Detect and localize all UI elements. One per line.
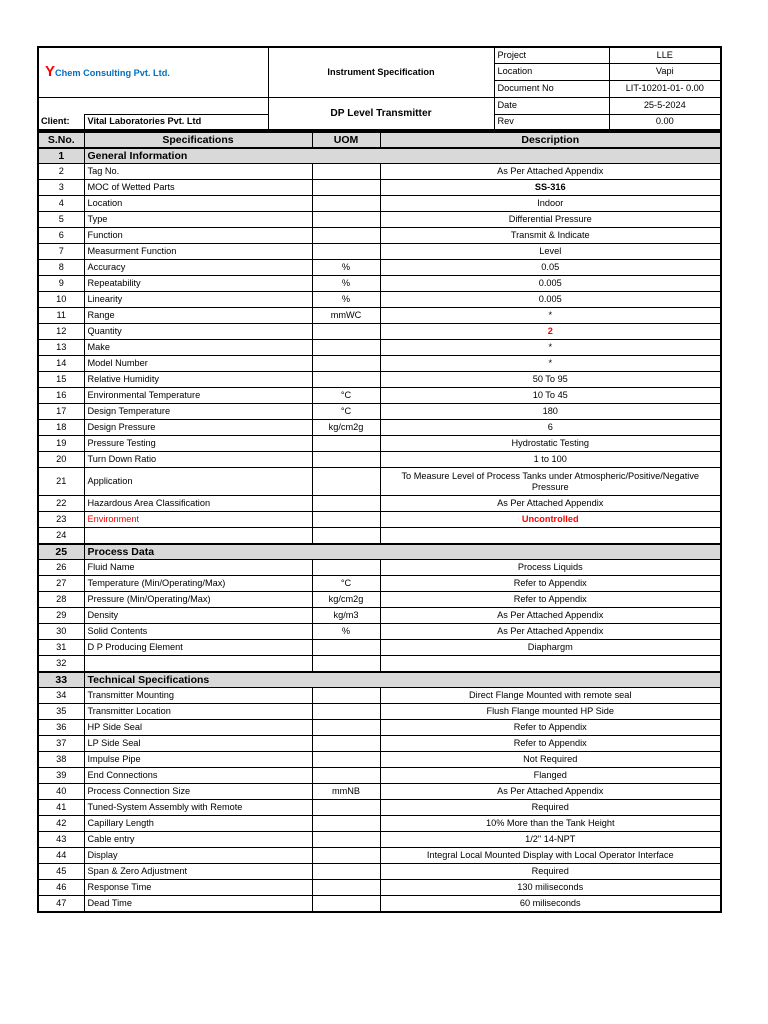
- row-description: 0.005: [380, 276, 721, 292]
- client-spacer: [38, 97, 268, 114]
- row-specification: HP Side Seal: [84, 720, 312, 736]
- row-number: 16: [38, 388, 84, 404]
- row-specification: Span & Zero Adjustment: [84, 864, 312, 880]
- row-specification: Transmitter Mounting: [84, 688, 312, 704]
- table-row: [38, 640, 721, 656]
- table-row: [38, 512, 721, 528]
- row-specification: Transmitter Location: [84, 704, 312, 720]
- table-row: [38, 768, 721, 784]
- row-specification: Impulse Pipe: [84, 752, 312, 768]
- row-number: 21: [38, 468, 84, 496]
- row-description: 2: [380, 324, 721, 340]
- row-uom: [312, 468, 380, 496]
- row-specification: Accuracy: [84, 260, 312, 276]
- row-specification: Hazardous Area Classification: [84, 496, 312, 512]
- row-description: *: [380, 356, 721, 372]
- table-row: [38, 212, 721, 228]
- document-title: Instrument Specification: [268, 47, 494, 97]
- table-row: [38, 372, 721, 388]
- section-row: [38, 672, 721, 688]
- row-number: 37: [38, 736, 84, 752]
- row-description: Refer to Appendix: [380, 720, 721, 736]
- row-number: 6: [38, 228, 84, 244]
- row-number: 17: [38, 404, 84, 420]
- client-label: Client:: [38, 114, 84, 130]
- row-description: As Per Attached Appendix: [380, 496, 721, 512]
- row-specification: [84, 528, 312, 545]
- row-description: Uncontrolled: [380, 512, 721, 528]
- row-uom: [312, 228, 380, 244]
- row-specification: Repeatability: [84, 276, 312, 292]
- row-uom: [312, 720, 380, 736]
- row-specification: Environment: [84, 512, 312, 528]
- row-uom-text: °C: [340, 578, 352, 588]
- table-row: [38, 180, 721, 196]
- row-uom: [312, 244, 380, 260]
- row-number: 32: [38, 656, 84, 673]
- row-uom: %: [312, 260, 380, 276]
- section-number: 33: [38, 672, 84, 688]
- row-uom: [312, 752, 380, 768]
- table-row: [38, 164, 721, 180]
- row-uom: [312, 560, 380, 576]
- row-number: 35: [38, 704, 84, 720]
- meta-value-document-no: LIT-10201-01- 0.00: [609, 80, 721, 97]
- table-row: [38, 720, 721, 736]
- row-uom: [312, 372, 380, 388]
- table-row: [38, 420, 721, 436]
- table-row: [38, 528, 721, 545]
- row-number: 7: [38, 244, 84, 260]
- row-number: 14: [38, 356, 84, 372]
- row-uom: [312, 896, 380, 913]
- row-specification: Function: [84, 228, 312, 244]
- row-uom: [312, 496, 380, 512]
- row-specification: [84, 656, 312, 673]
- row-specification: Solid Contents: [84, 624, 312, 640]
- table-row: [38, 292, 721, 308]
- table-row: [38, 592, 721, 608]
- row-specification: Design Pressure: [84, 420, 312, 436]
- table-row: [38, 560, 721, 576]
- row-number: 43: [38, 832, 84, 848]
- row-specification: LP Side Seal: [84, 736, 312, 752]
- row-specification: Display: [84, 848, 312, 864]
- row-uom: mmWC: [312, 308, 380, 324]
- row-description: *: [380, 308, 721, 324]
- row-specification: Linearity: [84, 292, 312, 308]
- row-number: 19: [38, 436, 84, 452]
- row-number: 46: [38, 880, 84, 896]
- row-uom: [312, 340, 380, 356]
- row-uom: mmNB: [312, 784, 380, 800]
- row-description: Transmit & Indicate: [380, 228, 721, 244]
- section-title: General Information: [84, 148, 721, 164]
- row-number: 2: [38, 164, 84, 180]
- row-specification: Environmental Temperature: [84, 388, 312, 404]
- row-specification: Measurment Function: [84, 244, 312, 260]
- row-uom: kg/cm2g: [312, 420, 380, 436]
- row-number: 44: [38, 848, 84, 864]
- row-description: Process Liquids: [380, 560, 721, 576]
- row-description: Required: [380, 800, 721, 816]
- table-row: [38, 688, 721, 704]
- row-number: 28: [38, 592, 84, 608]
- table-row: [38, 436, 721, 452]
- row-number: 40: [38, 784, 84, 800]
- row-specification: Range: [84, 308, 312, 324]
- row-number: 34: [38, 688, 84, 704]
- meta-label-date: Date: [494, 97, 609, 114]
- column-header-sno: S.No.: [38, 132, 84, 148]
- row-uom: kg/m3: [312, 608, 380, 624]
- document-subtitle: DP Level Transmitter: [268, 97, 494, 130]
- meta-label-project: Project: [494, 47, 609, 63]
- row-specification: Model Number: [84, 356, 312, 372]
- row-uom: [312, 164, 380, 180]
- row-uom: [312, 768, 380, 784]
- row-number: 42: [38, 816, 84, 832]
- row-uom: %: [312, 292, 380, 308]
- row-uom: [312, 528, 380, 545]
- row-description: 1 to 100: [380, 452, 721, 468]
- row-description: Hydrostatic Testing: [380, 436, 721, 452]
- row-description: [380, 528, 721, 545]
- row-number: 10: [38, 292, 84, 308]
- row-uom: [312, 212, 380, 228]
- company-initial: Y: [45, 62, 56, 80]
- meta-value-project: LLE: [609, 47, 721, 63]
- table-row: [38, 752, 721, 768]
- section-number: 1: [38, 148, 84, 164]
- row-number: 9: [38, 276, 84, 292]
- row-uom: [312, 452, 380, 468]
- row-uom: %: [312, 624, 380, 640]
- row-number: 13: [38, 340, 84, 356]
- row-uom: [312, 356, 380, 372]
- row-description: To Measure Level of Process Tanks under Atmospheric/Positive/Negative Pressure: [380, 468, 721, 496]
- row-uom: [312, 324, 380, 340]
- row-number: 15: [38, 372, 84, 388]
- row-specification: Pressure Testing: [84, 436, 312, 452]
- row-description: 6: [380, 420, 721, 436]
- row-number: 8: [38, 260, 84, 276]
- meta-value-date: 25-5-2024: [609, 97, 721, 114]
- row-description: 180: [380, 404, 721, 420]
- table-row: [38, 800, 721, 816]
- table-row: [38, 404, 721, 420]
- row-description: Level: [380, 244, 721, 260]
- meta-value-rev: 0.00: [609, 114, 721, 130]
- row-uom: [312, 180, 380, 196]
- row-description: Refer to Appendix: [380, 576, 721, 592]
- row-description: 1/2" 14-NPT: [380, 832, 721, 848]
- row-uom-text: °C: [340, 406, 352, 416]
- row-description: [380, 656, 721, 673]
- meta-value-location: Vapi: [609, 63, 721, 80]
- row-specification: Make: [84, 340, 312, 356]
- row-specification: Response Time: [84, 880, 312, 896]
- table-row: [38, 388, 721, 404]
- table-row: [38, 340, 721, 356]
- header-table: [37, 46, 722, 131]
- row-number: 27: [38, 576, 84, 592]
- spec-sheet: [37, 46, 720, 913]
- row-description: As Per Attached Appendix: [380, 608, 721, 624]
- row-specification: Temperature (Min/Operating/Max): [84, 576, 312, 592]
- section-title: Technical Specifications: [84, 672, 721, 688]
- row-number: 23: [38, 512, 84, 528]
- row-uom: [312, 880, 380, 896]
- row-description: 60 miliseconds: [380, 896, 721, 913]
- row-number: 5: [38, 212, 84, 228]
- company-name-rest: Chem Consulting Pvt. Ltd.: [55, 67, 170, 78]
- table-row: [38, 832, 721, 848]
- row-specification: Tuned-System Assembly with Remote: [84, 800, 312, 816]
- row-specification: Type: [84, 212, 312, 228]
- row-description: 130 miliseconds: [380, 880, 721, 896]
- row-number: 45: [38, 864, 84, 880]
- row-description: As Per Attached Appendix: [380, 624, 721, 640]
- row-uom: [312, 688, 380, 704]
- row-specification: Density: [84, 608, 312, 624]
- row-description: Refer to Appendix: [380, 736, 721, 752]
- table-row: [38, 496, 721, 512]
- row-number: 4: [38, 196, 84, 212]
- row-description: As Per Attached Appendix: [380, 164, 721, 180]
- row-description: Refer to Appendix: [380, 592, 721, 608]
- row-number: 36: [38, 720, 84, 736]
- row-uom: %: [312, 276, 380, 292]
- table-row: [38, 576, 721, 592]
- row-number: 3: [38, 180, 84, 196]
- table-row: [38, 196, 721, 212]
- section-title: Process Data: [84, 544, 721, 560]
- row-number: 12: [38, 324, 84, 340]
- row-description: Not Required: [380, 752, 721, 768]
- row-specification: Turn Down Ratio: [84, 452, 312, 468]
- row-uom: [312, 436, 380, 452]
- table-row: [38, 276, 721, 292]
- row-description: Integral Local Mounted Display with Local Operator Interface: [380, 848, 721, 864]
- table-row: [38, 452, 721, 468]
- row-number: 11: [38, 308, 84, 324]
- table-row: [38, 736, 721, 752]
- row-description: As Per Attached Appendix: [380, 784, 721, 800]
- section-row: [38, 544, 721, 560]
- row-specification: D P Producing Element: [84, 640, 312, 656]
- meta-label-document-no: Document No: [494, 80, 609, 97]
- table-row: [38, 880, 721, 896]
- row-specification: Design Temperature: [84, 404, 312, 420]
- row-uom: kg/cm2g: [312, 592, 380, 608]
- row-description: Flush Flange mounted HP Side: [380, 704, 721, 720]
- row-number: 47: [38, 896, 84, 913]
- meta-label-location: Location: [494, 63, 609, 80]
- row-uom: [312, 512, 380, 528]
- row-specification: Tag No.: [84, 164, 312, 180]
- row-number: 26: [38, 560, 84, 576]
- row-description: 0.005: [380, 292, 721, 308]
- row-specification: Location: [84, 196, 312, 212]
- table-row: [38, 848, 721, 864]
- row-specification: MOC of Wetted Parts: [84, 180, 312, 196]
- table-row: [38, 228, 721, 244]
- row-number: 29: [38, 608, 84, 624]
- row-uom: [312, 816, 380, 832]
- column-header-row: [38, 132, 721, 148]
- row-specification: Quantity: [84, 324, 312, 340]
- table-row: [38, 784, 721, 800]
- row-number: 20: [38, 452, 84, 468]
- row-specification: Cable entry: [84, 832, 312, 848]
- row-uom-text: °C: [340, 390, 352, 400]
- row-description: Indoor: [380, 196, 721, 212]
- row-description: Flanged: [380, 768, 721, 784]
- row-number: 30: [38, 624, 84, 640]
- row-number: 31: [38, 640, 84, 656]
- row-uom: [312, 656, 380, 673]
- row-number: 38: [38, 752, 84, 768]
- table-row: [38, 308, 721, 324]
- row-description: 0.05: [380, 260, 721, 276]
- table-row: [38, 608, 721, 624]
- row-uom: [312, 404, 380, 420]
- row-specification: Process Connection Size: [84, 784, 312, 800]
- row-description: 10 To 45: [380, 388, 721, 404]
- row-uom: [312, 864, 380, 880]
- row-specification: Pressure (Min/Operating/Max): [84, 592, 312, 608]
- row-uom: [312, 704, 380, 720]
- table-row: [38, 468, 721, 496]
- company-name: [38, 47, 268, 97]
- row-number: 39: [38, 768, 84, 784]
- row-specification: Dead Time: [84, 896, 312, 913]
- column-header-spec: Specifications: [84, 132, 312, 148]
- row-uom: [312, 196, 380, 212]
- row-number: 22: [38, 496, 84, 512]
- row-number: 41: [38, 800, 84, 816]
- row-specification: Capillary Length: [84, 816, 312, 832]
- row-uom: [312, 576, 380, 592]
- row-description: Required: [380, 864, 721, 880]
- row-description: Diaphargm: [380, 640, 721, 656]
- row-uom: [312, 848, 380, 864]
- row-specification: Application: [84, 468, 312, 496]
- row-description: 10% More than the Tank Height: [380, 816, 721, 832]
- column-header-uom: UOM: [312, 132, 380, 148]
- table-row: [38, 864, 721, 880]
- section-number: 25: [38, 544, 84, 560]
- table-row: [38, 356, 721, 372]
- table-row: [38, 816, 721, 832]
- client-name: Vital Laboratories Pvt. Ltd: [84, 114, 268, 130]
- row-number: 24: [38, 528, 84, 545]
- row-description: Direct Flange Mounted with remote seal: [380, 688, 721, 704]
- table-row: [38, 324, 721, 340]
- row-uom: [312, 832, 380, 848]
- section-row: [38, 148, 721, 164]
- row-number: 18: [38, 420, 84, 436]
- table-row: [38, 624, 721, 640]
- spec-table: [37, 131, 722, 913]
- row-uom: [312, 736, 380, 752]
- row-description: Differential Pressure: [380, 212, 721, 228]
- row-specification: Relative Humidity: [84, 372, 312, 388]
- row-description: 50 To 95: [380, 372, 721, 388]
- row-specification: End Connections: [84, 768, 312, 784]
- meta-label-rev: Rev: [494, 114, 609, 130]
- row-uom: [312, 800, 380, 816]
- table-row: [38, 244, 721, 260]
- table-row: [38, 260, 721, 276]
- row-description: SS-316: [380, 180, 721, 196]
- table-row: [38, 656, 721, 673]
- table-row: [38, 896, 721, 913]
- row-uom: [312, 640, 380, 656]
- table-row: [38, 704, 721, 720]
- row-uom: [312, 388, 380, 404]
- row-description: *: [380, 340, 721, 356]
- column-header-desc: Description: [380, 132, 721, 148]
- row-specification: Fluid Name: [84, 560, 312, 576]
